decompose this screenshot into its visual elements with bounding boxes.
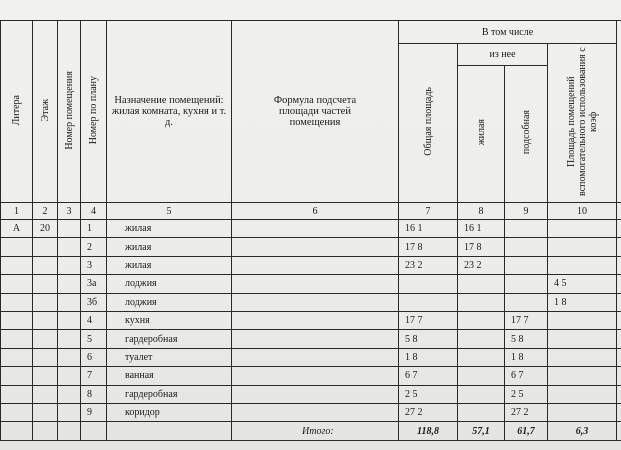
row-plan-number: 3а <box>81 275 107 293</box>
row-room-number <box>58 348 81 366</box>
row-floor: 20 <box>33 220 58 238</box>
table-row <box>1 220 621 238</box>
row-formula <box>232 275 399 293</box>
table-row <box>1 367 621 385</box>
row-aux-area: 5 8 <box>505 330 548 348</box>
row-formula <box>232 385 399 403</box>
row-living-area <box>458 367 505 385</box>
totals-cell-extra <box>617 422 621 441</box>
column-number: 10 <box>548 203 617 220</box>
row-litera <box>1 385 33 403</box>
row-extra <box>617 385 621 403</box>
row-total-area <box>399 293 458 311</box>
totals-cell-empty <box>107 422 232 441</box>
row-purpose: кухня <box>107 311 232 329</box>
row-total-area: 2 5 <box>399 385 458 403</box>
row-plan-number: 9 <box>81 403 107 421</box>
row-purpose: лоджия <box>107 293 232 311</box>
row-total-area: 5 8 <box>399 330 458 348</box>
row-coef-area <box>548 385 617 403</box>
row-litera <box>1 403 33 421</box>
row-purpose: туалет <box>107 348 232 366</box>
row-room-number <box>58 403 81 421</box>
row-extra <box>617 330 621 348</box>
row-total-area: 17 8 <box>399 238 458 256</box>
column-number-extra <box>617 203 621 220</box>
header-litera: Литера <box>1 21 33 203</box>
totals-cell-empty <box>81 422 107 441</box>
row-aux-area <box>505 220 548 238</box>
row-formula <box>232 293 399 311</box>
row-room-number <box>58 385 81 403</box>
row-extra <box>617 367 621 385</box>
column-number: 3 <box>58 203 81 220</box>
table-row <box>1 311 621 329</box>
row-living-area: 17 8 <box>458 238 505 256</box>
row-aux-area: 27 2 <box>505 403 548 421</box>
column-number: 1 <box>1 203 33 220</box>
row-living-area <box>458 385 505 403</box>
row-room-number <box>58 220 81 238</box>
row-formula <box>232 311 399 329</box>
row-room-number <box>58 311 81 329</box>
row-purpose: гардеробная <box>107 385 232 403</box>
row-room-number <box>58 330 81 348</box>
column-number: 5 <box>107 203 232 220</box>
room-rows <box>1 220 621 422</box>
row-litera <box>1 330 33 348</box>
table-row <box>1 256 621 274</box>
row-living-area: 16 1 <box>458 220 505 238</box>
row-aux-area <box>505 275 548 293</box>
row-litera <box>1 238 33 256</box>
row-formula <box>232 238 399 256</box>
row-room-number <box>58 256 81 274</box>
row-plan-number: 8 <box>81 385 107 403</box>
table-row <box>1 238 621 256</box>
row-coef-area <box>548 330 617 348</box>
table-row <box>1 403 621 421</box>
row-aux-area: 17 7 <box>505 311 548 329</box>
header-floor: Этаж <box>33 21 58 203</box>
row-floor <box>33 348 58 366</box>
row-extra <box>617 403 621 421</box>
row-purpose: жилая <box>107 256 232 274</box>
row-litera <box>1 367 33 385</box>
row-extra <box>617 275 621 293</box>
row-coef-area <box>548 238 617 256</box>
header-auxiliary: подсобная <box>505 66 548 203</box>
row-formula <box>232 220 399 238</box>
row-purpose: ванная <box>107 367 232 385</box>
column-number: 8 <box>458 203 505 220</box>
row-total-area <box>399 275 458 293</box>
row-extra <box>617 293 621 311</box>
row-plan-number: 4 <box>81 311 107 329</box>
totals-aux-area: 61,7 <box>505 422 548 441</box>
row-living-area <box>458 275 505 293</box>
row-total-area: 27 2 <box>399 403 458 421</box>
table-row <box>1 275 621 293</box>
row-floor <box>33 311 58 329</box>
row-coef-area <box>548 367 617 385</box>
column-number: 6 <box>232 203 399 220</box>
row-total-area: 16 1 <box>399 220 458 238</box>
row-coef-area <box>548 403 617 421</box>
row-floor <box>33 238 58 256</box>
row-floor <box>33 367 58 385</box>
row-living-area <box>458 311 505 329</box>
row-plan-number: 5 <box>81 330 107 348</box>
row-room-number <box>58 367 81 385</box>
row-plan-number: 1 <box>81 220 107 238</box>
header-aux-coef: Площадь помещений вспомогательного использования с коэф <box>548 44 617 203</box>
row-plan-number: 6 <box>81 348 107 366</box>
row-litera <box>1 256 33 274</box>
row-living-area: 23 2 <box>458 256 505 274</box>
table-row <box>1 348 621 366</box>
header-total-area: Общая площадь <box>399 44 458 203</box>
row-extra <box>617 348 621 366</box>
row-plan-number: 3 <box>81 256 107 274</box>
header-of-it: из нее <box>458 44 548 66</box>
row-coef-area: 1 8 <box>548 293 617 311</box>
row-room-number <box>58 238 81 256</box>
row-litera <box>1 348 33 366</box>
header-room-number: Номер помещения <box>58 21 81 203</box>
row-floor <box>33 256 58 274</box>
totals-cell-empty <box>1 422 33 441</box>
row-total-area: 1 8 <box>399 348 458 366</box>
column-number: 2 <box>33 203 58 220</box>
row-coef-area <box>548 348 617 366</box>
totals-row <box>1 422 621 441</box>
table-row <box>1 293 621 311</box>
row-formula <box>232 330 399 348</box>
row-formula <box>232 403 399 421</box>
row-aux-area: 6 7 <box>505 367 548 385</box>
column-number: 4 <box>81 203 107 220</box>
row-aux-area: 1 8 <box>505 348 548 366</box>
totals-label: Итого: <box>232 422 399 441</box>
row-coef-area <box>548 220 617 238</box>
table-row <box>1 385 621 403</box>
totals-cell-empty <box>58 422 81 441</box>
row-plan-number: 7 <box>81 367 107 385</box>
row-floor <box>33 330 58 348</box>
row-purpose: жилая <box>107 220 232 238</box>
header-purpose: Назначение помещений: жилая комната, кухня и т. д. <box>107 21 232 203</box>
row-plan-number: 2 <box>81 238 107 256</box>
row-extra <box>617 220 621 238</box>
row-coef-area: 4 5 <box>548 275 617 293</box>
row-coef-area <box>548 311 617 329</box>
row-formula <box>232 367 399 385</box>
row-litera <box>1 293 33 311</box>
header-formula: Формула подсчета площади частей помещения <box>232 21 399 203</box>
row-living-area <box>458 403 505 421</box>
row-formula <box>232 348 399 366</box>
header-extra <box>617 21 621 203</box>
row-extra <box>617 256 621 274</box>
row-purpose: лоджия <box>107 275 232 293</box>
row-aux-area <box>505 238 548 256</box>
row-floor <box>33 293 58 311</box>
row-floor <box>33 275 58 293</box>
row-living-area <box>458 293 505 311</box>
row-extra <box>617 238 621 256</box>
header-living: жилая <box>458 66 505 203</box>
row-floor <box>33 385 58 403</box>
row-aux-area: 2 5 <box>505 385 548 403</box>
header-including: В том числе <box>399 21 617 44</box>
totals-total-area: 118,8 <box>399 422 458 441</box>
column-numbers-row <box>1 203 621 220</box>
row-litera <box>1 311 33 329</box>
row-extra <box>617 311 621 329</box>
row-litera: А <box>1 220 33 238</box>
row-total-area: 17 7 <box>399 311 458 329</box>
row-room-number <box>58 275 81 293</box>
column-number: 9 <box>505 203 548 220</box>
row-purpose: гардеробная <box>107 330 232 348</box>
totals-coef-area: 6,3 <box>548 422 617 441</box>
row-total-area: 6 7 <box>399 367 458 385</box>
row-litera <box>1 275 33 293</box>
totals-cell-empty <box>33 422 58 441</box>
row-plan-number: 3б <box>81 293 107 311</box>
room-area-table <box>0 20 621 441</box>
row-purpose: коридор <box>107 403 232 421</box>
row-living-area <box>458 330 505 348</box>
row-total-area: 23 2 <box>399 256 458 274</box>
row-aux-area <box>505 293 548 311</box>
row-room-number <box>58 293 81 311</box>
row-formula <box>232 256 399 274</box>
row-floor <box>33 403 58 421</box>
header-plan-number: Номер по плану <box>81 21 107 203</box>
column-number: 7 <box>399 203 458 220</box>
row-purpose: жилая <box>107 238 232 256</box>
table-row <box>1 330 621 348</box>
row-living-area <box>458 348 505 366</box>
totals-living-area: 57,1 <box>458 422 505 441</box>
row-coef-area <box>548 256 617 274</box>
row-aux-area <box>505 256 548 274</box>
